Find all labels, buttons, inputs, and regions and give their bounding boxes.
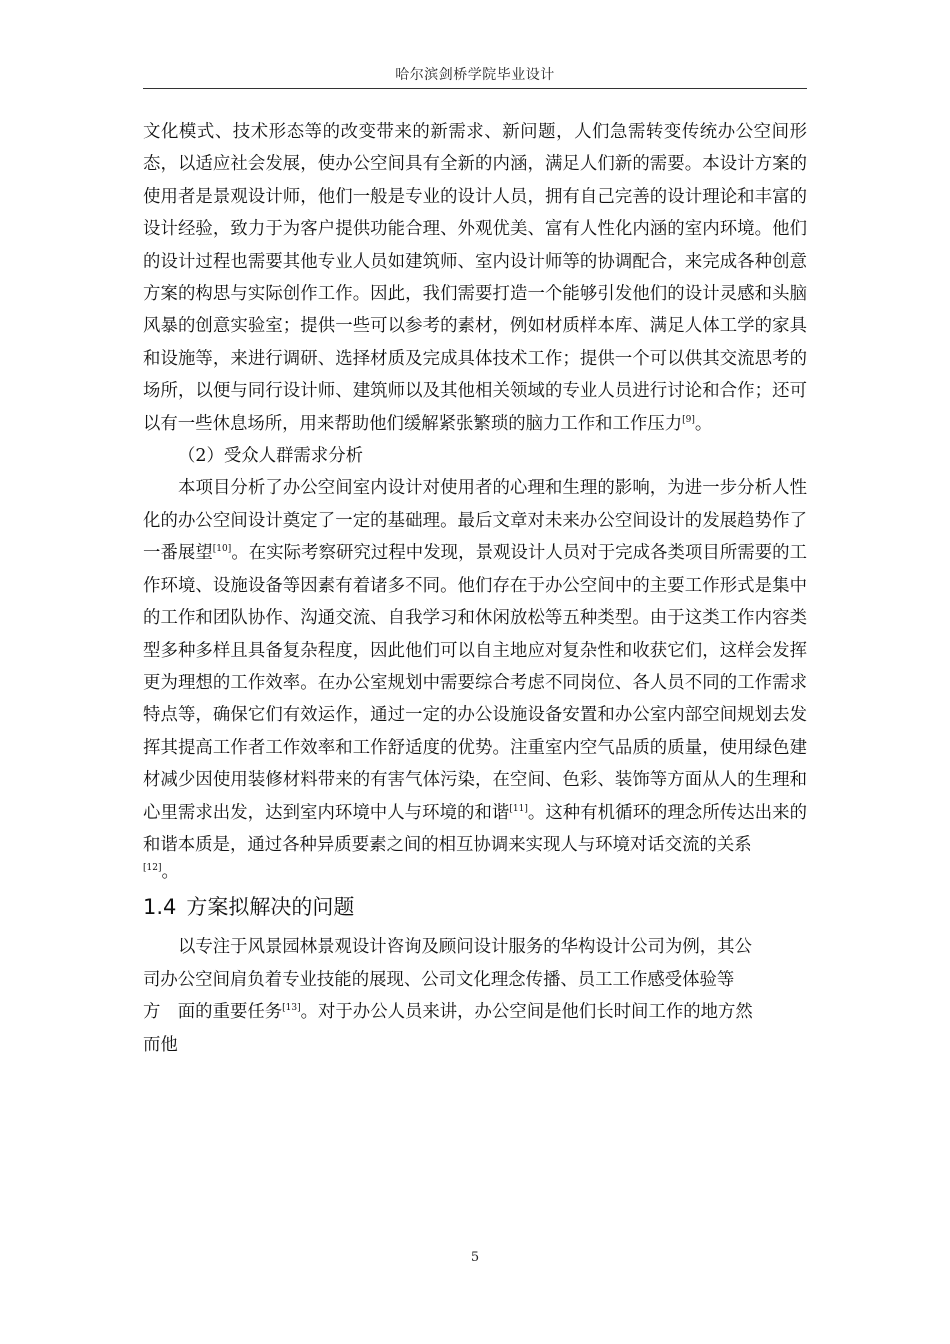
page-header: 哈尔滨剑桥学院毕业设计: [395, 67, 555, 83]
citation-10: [10]: [212, 544, 232, 555]
paragraph-3-line-1: 以专注于风景园林景观设计咨询及顾问设计服务的华构设计公司为例，其公: [178, 937, 752, 958]
citation-11: [11]: [509, 803, 528, 814]
citation-9: [9]: [682, 414, 695, 425]
header-divider: [143, 88, 807, 89]
paragraph-1-end: 。: [694, 413, 713, 434]
paragraph-3-line-3: [143, 996, 807, 1028]
paragraph-3-line-3-a: 方 面的重要任务: [143, 1002, 283, 1023]
citation-13: [13]: [282, 1002, 301, 1013]
paragraph-2-text-c: 。这种有机循环的理念所传达出来的和谐本质是，通过各种异质要素之间的相互协调来实现人与环境对话交流的关系: [143, 802, 807, 855]
paragraph-3-line-4: 而他: [143, 1034, 178, 1055]
paragraph-3-line-2: 司办公空间肩负着专业技能的展现、公司文化理念传播、员工工作感受体验等: [143, 969, 735, 990]
citation-12: [12]: [143, 863, 162, 874]
paragraph-3-line-3-b: 。对于办公人员来讲，办公空间是他们长时间工作的地方然: [300, 1002, 753, 1023]
section-title: 方案拟解决的问题: [186, 895, 355, 920]
paragraph-2: [143, 472, 807, 861]
paragraph-1-text: 文化模式、技术形态等的改变带来的新需求、新问题，人们急需转变传统办公空间形态，以适应社会发展，使办公空间具有全新的内涵，满足人们新的需要。本设计方案的使用者是景观设计师，他们一般是专业的设计人员，拥有自己完善的设计理论和丰富的设计经验，致力于为客户提供功能合理、外观优美、富有人性化内涵的室内环境。他们的设计过程也需要其他专业人员如建筑师、室内设计师等的协调配合，来完成各种创意方案的构思与实际创作工作。因此，我们需要打造一个能够引发他们的设计灵感和头脑风暴的创意实验室；提供一些可以参考的素材，例如材质样本库、满足人体工学的家具和设施等，来进行调研、选择材质及完成具体技术工作；提供一个可以供其交流思考的场所，以便与同行设计师、建筑师以及其他相关领域的专业人员进行讨论和合作；还可以有一些休息场所，用来帮助他们缓解紧张繁琐的脑力工作和工作压力: [143, 122, 807, 434]
paragraph-1: [143, 116, 807, 440]
paragraph-2-tail: [143, 861, 807, 883]
paragraph-2-end: 。: [161, 862, 179, 883]
paragraph-2-text-b: 。在实际考察研究过程中发现，景观设计人员对于完成各类项目所需要的工作环境、设施设备等因素有着诸多不同。他们存在于办公空间中的主要工作形式是集中的工作和团队协作、沟通交流、自我学习和休闲放松等五种类型。由于这类工作内容类型多种多样且具备复杂程度，因此他们可以自主地应对复杂性和收获它们，这样会发挥更为理想的工作效率。在办公室规划中需要综合考虑不同岗位、各人员不同的工作需求特点等，确保它们有效运作，通过一定的办公设施设备安置和办公室内部空间规划去发挥其提高工作者工作效率和工作舒适度的优势。注重室内空气品质的质量，使用绿色建材减少因使用装修材料带来的有害气体污染，在空间、色彩、装饰等方面从人的生理和心里需求出发，达到室内环境中人与环境的和谐: [143, 543, 807, 823]
section-number: 1.4: [143, 895, 177, 920]
paragraph-2-text-a: 本项目分析了办公空间室内设计对使用者的心理和生理的影响，为进一步分析人性化的办公空间设计奠定了一定的基础理。最后文章对未来办公空间设计的发展趋势作了一番展望: [143, 478, 807, 564]
subheading: （2）受众人群需求分析: [178, 446, 363, 467]
page-number: 5: [470, 1250, 480, 1265]
document-body: [143, 116, 807, 1061]
section-heading: [143, 889, 807, 925]
